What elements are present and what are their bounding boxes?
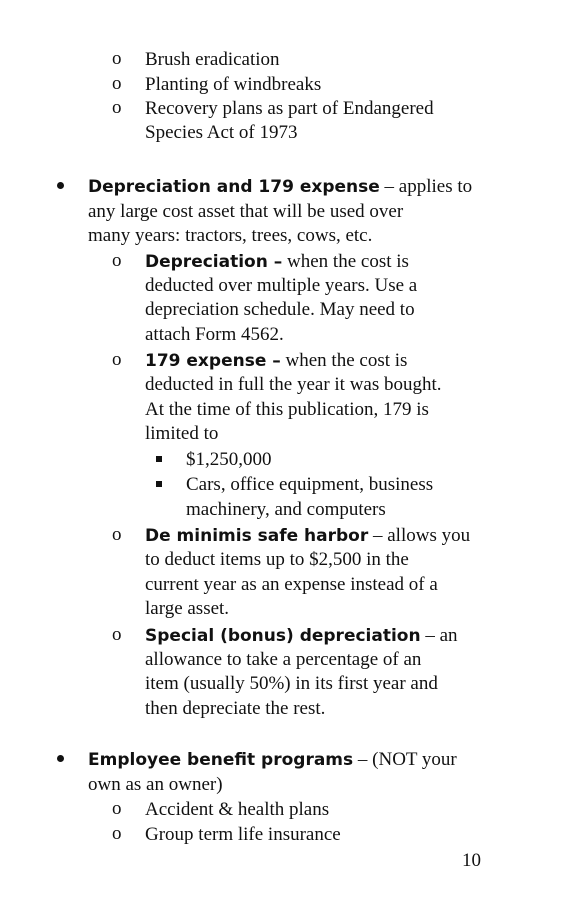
- de-minimis-line3: current year as an expense instead of a: [145, 574, 438, 595]
- term-de-minimis: De minimis safe harbor: [145, 526, 369, 546]
- term-text: when the cost is: [282, 251, 409, 272]
- limit-items-line2: machinery, and computers: [186, 499, 386, 520]
- special-depreciation-line1: [145, 624, 458, 648]
- sub-bullet-marker: o: [112, 97, 122, 118]
- square-bullet: [156, 456, 162, 462]
- section-depreciation-line3: many years: tractors, trees, cows, etc.: [88, 225, 373, 246]
- section-text: – (NOT your: [353, 749, 457, 770]
- section-depreciation-line2: any large cost asset that will be used over: [88, 201, 404, 222]
- special-depreciation-line2: allowance to take a percentage of an: [145, 649, 422, 670]
- term-179-expense: 179 expense –: [145, 351, 281, 371]
- term-depreciation: Depreciation –: [145, 252, 283, 272]
- section-text: – applies to: [379, 176, 473, 197]
- expense-179-item-line4: limited to: [145, 423, 219, 444]
- depreciation-item-line3: depreciation schedule. May need to: [145, 299, 415, 320]
- sub-bullet-marker: o: [112, 73, 122, 94]
- list-item-brush-eradication: Brush eradication: [145, 49, 280, 70]
- special-depreciation-line3: item (usually 50%) in its first year and: [145, 673, 438, 694]
- sub-bullet-marker: o: [112, 349, 122, 370]
- list-item-accident-health: Accident & health plans: [145, 799, 330, 820]
- list-item-group-term-life: Group term life insurance: [145, 824, 341, 845]
- term-text: – allows you: [368, 525, 471, 546]
- sub-bullet-marker: o: [112, 524, 122, 545]
- section-title-employee-benefits: Employee benefit programs: [88, 750, 354, 770]
- section-depreciation-line1: [88, 175, 472, 199]
- term-text: when the cost is: [280, 350, 408, 371]
- de-minimis-line2: to deduct items up to $2,500 in the: [145, 549, 409, 570]
- expense-179-item-line1: [145, 349, 407, 373]
- depreciation-item-line2: deducted over multiple years. Use a: [145, 275, 418, 296]
- bullet-dot: [57, 182, 64, 189]
- limit-amount: $1,250,000: [186, 449, 272, 470]
- sub-bullet-marker: o: [112, 798, 122, 819]
- sub-bullet-marker: o: [112, 624, 122, 645]
- bullet-dot: [57, 755, 64, 762]
- sub-bullet-marker: o: [112, 48, 122, 69]
- sub-bullet-marker: o: [112, 250, 122, 271]
- term-text: – an: [420, 625, 458, 646]
- de-minimis-line1: [145, 524, 470, 548]
- section-employee-line2: own as an owner): [88, 774, 223, 795]
- list-item-recovery-plans: Recovery plans as part of Endangered: [145, 98, 434, 119]
- list-item-windbreaks: Planting of windbreaks: [145, 74, 322, 95]
- sub-bullet-marker: o: [112, 823, 122, 844]
- section-employee-line1: [88, 748, 457, 772]
- expense-179-item-line3: At the time of this publication, 179 is: [145, 399, 429, 420]
- special-depreciation-line4: then depreciate the rest.: [145, 698, 326, 719]
- limit-items-line1: Cars, office equipment, business: [186, 474, 434, 495]
- term-special-depreciation: Special (bonus) depreciation: [145, 626, 421, 646]
- expense-179-item-line2: deducted in full the year it was bought.: [145, 374, 442, 395]
- section-title-depreciation: Depreciation and 179 expense: [88, 177, 380, 197]
- list-item-recovery-plans-cont: Species Act of 1973: [145, 122, 298, 143]
- depreciation-item-line1: [145, 250, 409, 274]
- square-bullet: [156, 481, 162, 487]
- depreciation-item-line4: attach Form 4562.: [145, 324, 284, 345]
- de-minimis-line4: large asset.: [145, 598, 230, 619]
- page-number: 10: [462, 850, 481, 871]
